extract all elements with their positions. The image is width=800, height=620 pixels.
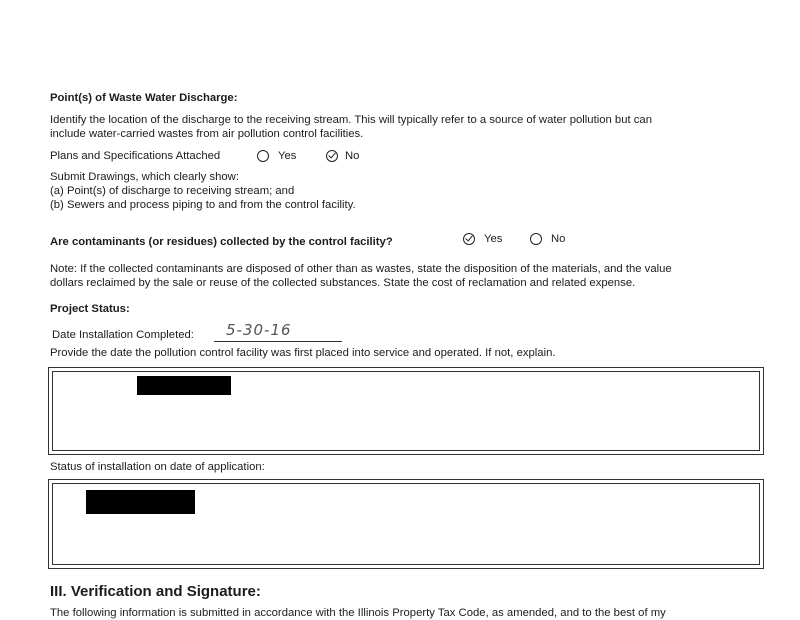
discharge-description-line2: include water-carried wastes from air pollution control facilities. [50, 128, 364, 140]
contaminants-yes-radio[interactable] [463, 233, 475, 245]
discharge-description-line1: Identify the location of the discharge to the receiving stream. This will typically refer to a source of water pollution but can [50, 114, 652, 126]
contaminants-no-label: No [551, 233, 566, 245]
plans-yes-radio[interactable] [257, 150, 269, 162]
plans-yes-label: Yes [278, 150, 297, 162]
service-prompt: Provide the date the pollution control facility was first placed into service and operated. If not, explain. [50, 347, 556, 359]
contaminants-no-radio[interactable] [530, 233, 542, 245]
project-status-heading: Project Status: [50, 303, 130, 315]
contaminants-note-line1: Note: If the collected contaminants are disposed of other than as wastes, state the disposition of the materials, and the value [50, 263, 672, 275]
redaction-block [137, 376, 231, 395]
contaminants-note-line2: dollars reclaimed by the sale or reuse of the collected substances. State the cost of reclamation and related expense. [50, 277, 636, 289]
submit-drawings-line1: Submit Drawings, which clearly show: [50, 171, 239, 183]
discharge-heading: Point(s) of Waste Water Discharge: [50, 92, 238, 104]
redaction-block [86, 490, 195, 514]
date-installation-value[interactable]: 5-30-16 [226, 321, 292, 339]
date-underline [214, 341, 342, 342]
plans-no-radio[interactable] [326, 150, 338, 162]
submit-drawings-line2: (a) Point(s) of discharge to receiving stream; and [50, 185, 295, 197]
contaminants-question: Are contaminants (or residues) collected by the control facility? [50, 236, 393, 248]
verification-text: The following information is submitted in accordance with the Illinois Property Tax Code, as amended, and to the best of my [50, 607, 666, 619]
date-installation-label: Date Installation Completed: [52, 329, 194, 341]
verification-heading: III. Verification and Signature: [50, 583, 261, 600]
submit-drawings-line3: (b) Sewers and process piping to and from the control facility. [50, 199, 356, 211]
installation-status-label: Status of installation on date of application: [50, 461, 265, 473]
plans-no-label: No [345, 150, 360, 162]
plans-attached-label: Plans and Specifications Attached [50, 150, 221, 162]
contaminants-yes-label: Yes [484, 233, 503, 245]
